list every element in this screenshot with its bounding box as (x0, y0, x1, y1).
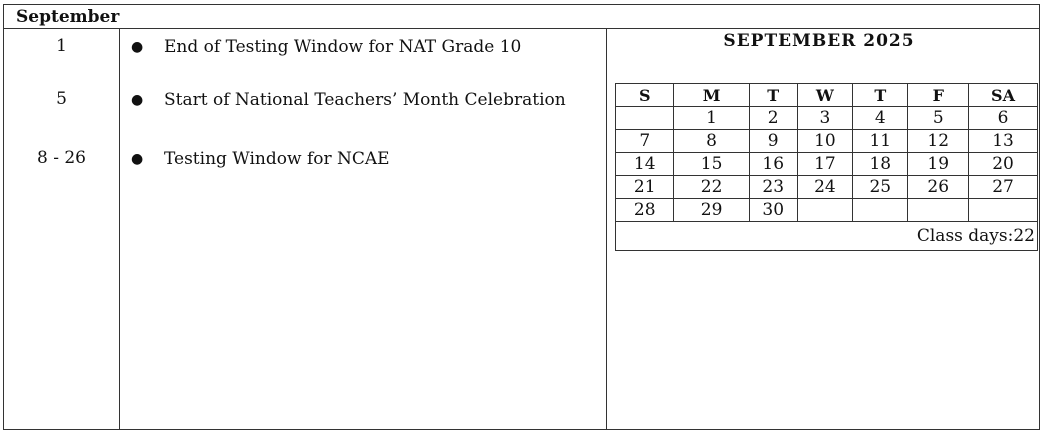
day-cell: 6 (969, 107, 1038, 130)
day-cell: 12 (908, 130, 969, 153)
month-header (4, 5, 1039, 29)
event-date: 5 (56, 89, 67, 109)
weekday-header: T (749, 84, 797, 107)
calendar-week-row (616, 199, 1038, 222)
event-date: 1 (56, 36, 67, 56)
day-cell: 16 (749, 153, 797, 176)
day-cell (616, 107, 674, 130)
day-cell: 8 (674, 130, 749, 153)
event-item (131, 89, 584, 111)
day-cell: 10 (797, 130, 852, 153)
day-cell: 28 (616, 199, 674, 222)
weekday-header: W (797, 84, 852, 107)
weekday-header: SA (969, 84, 1038, 107)
weekday-header: S (616, 84, 674, 107)
day-cell: 13 (969, 130, 1038, 153)
day-cell: 30 (749, 199, 797, 222)
day-cell: 23 (749, 176, 797, 199)
day-cell: 24 (797, 176, 852, 199)
day-cell: 20 (969, 153, 1038, 176)
day-cell: 4 (853, 107, 908, 130)
event-item (131, 148, 584, 170)
calendar-week-row (616, 130, 1038, 153)
column-divider-calendar (606, 29, 607, 429)
calendar-week-row (616, 107, 1038, 130)
weekday-header-row (616, 84, 1038, 107)
day-cell: 17 (797, 153, 852, 176)
day-cell: 21 (616, 176, 674, 199)
day-cell: 19 (908, 153, 969, 176)
day-cell: 18 (853, 153, 908, 176)
calendar-title: SEPTEMBER 2025 (723, 31, 915, 51)
weekday-header: F (908, 84, 969, 107)
month-title: September (16, 7, 120, 27)
day-cell: 22 (674, 176, 749, 199)
bullet-icon: ● (131, 39, 144, 55)
event-text: Start of National Teachers’ Month Celebration (164, 90, 566, 110)
day-cell: 25 (853, 176, 908, 199)
calendar-week-row (616, 153, 1038, 176)
weekday-header: T (853, 84, 908, 107)
day-cell (853, 199, 908, 222)
event-date: 8 - 26 (37, 148, 86, 168)
event-item (131, 36, 584, 58)
day-cell: 27 (969, 176, 1038, 199)
day-cell: 11 (853, 130, 908, 153)
day-cell: 7 (616, 130, 674, 153)
day-cell: 5 (908, 107, 969, 130)
day-cell: 26 (908, 176, 969, 199)
day-cell: 1 (674, 107, 749, 130)
day-cell: 2 (749, 107, 797, 130)
day-cell: 14 (616, 153, 674, 176)
class-days-row (616, 222, 1038, 251)
day-cell: 9 (749, 130, 797, 153)
bullet-icon: ● (131, 151, 144, 167)
event-text: End of Testing Window for NAT Grade 10 (164, 37, 522, 57)
event-text: Testing Window for NCAE (164, 149, 390, 169)
day-cell: 15 (674, 153, 749, 176)
column-divider-date (119, 29, 120, 429)
day-cell: 29 (674, 199, 749, 222)
bullet-icon: ● (131, 92, 144, 108)
day-cell: 3 (797, 107, 852, 130)
calendar-table (615, 83, 1038, 251)
day-cell (908, 199, 969, 222)
calendar-week-row (616, 176, 1038, 199)
day-cell (797, 199, 852, 222)
class-days-count: Class days:22 (616, 222, 1038, 251)
weekday-header: M (674, 84, 749, 107)
day-cell (969, 199, 1038, 222)
